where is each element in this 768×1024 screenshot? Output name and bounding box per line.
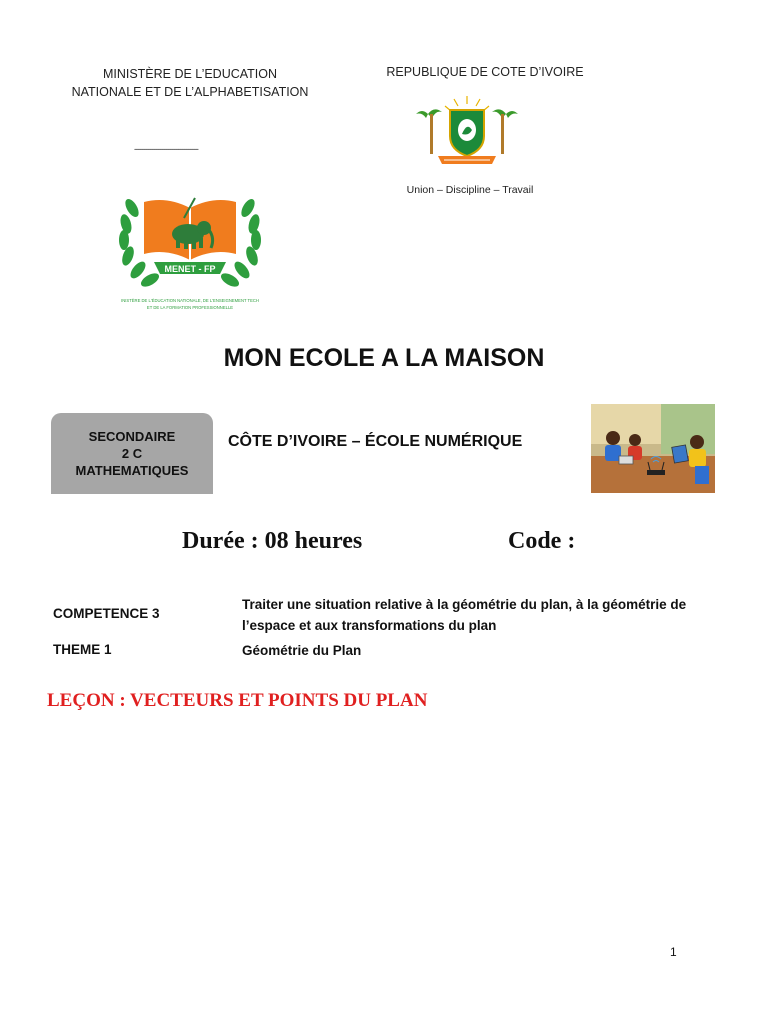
competence-value [242, 594, 686, 636]
code-label: Code : [508, 528, 576, 554]
children-at-computers-illustration [591, 404, 715, 493]
national-motto: Union – Discipline – Travail [406, 184, 534, 196]
separator-line: -------------------------------- [134, 144, 198, 154]
menet-fp-logo [110, 178, 270, 318]
theme-label: THEME 1 [53, 642, 112, 657]
duration-label: Durée : 08 heures [182, 528, 363, 554]
page-number: 1 [670, 945, 677, 959]
level-box [51, 413, 213, 494]
level-line-2: 2 C [121, 446, 143, 461]
menet-caption-line-1: INISTÈRE DE L'ÉDUCATION NATIONALE, DE L'ENSEIGNEMENT TECH [121, 298, 259, 303]
menet-logo-label: MENET - FP [164, 264, 216, 274]
competence-label: COMPETENCE 3 [53, 606, 160, 621]
competence-value-line-1: Traiter une situation relative à la géométrie du plan, à la géométrie de [242, 597, 687, 612]
competence-value-line-2: l’espace et aux transformations du plan [242, 618, 497, 633]
republic-name: REPUBLIQUE DE COTE D’IVOIRE [386, 65, 584, 79]
ministry-line-2: NATIONALE ET DE L’ALPHABETISATION [71, 85, 309, 99]
ministry-line-1: MINISTÈRE DE L’EDUCATION [102, 67, 278, 81]
page-title: MON ECOLE A LA MAISON [223, 344, 545, 372]
ecole-numerique-banner: CÔTE D’IVOIRE – ÉCOLE NUMÉRIQUE [228, 433, 523, 450]
coat-of-arms-emblem [414, 94, 520, 172]
menet-caption-line-2: ET DE LA FORMATION PROFESSIONNELLE [146, 305, 234, 310]
theme-value: Géométrie du Plan [242, 643, 362, 658]
level-line-3: MATHEMATIQUES [75, 463, 189, 478]
ministry-name [40, 65, 340, 101]
level-line-1: SECONDAIRE [88, 429, 176, 444]
lesson-title: LEÇON : VECTEURS ET POINTS DU PLAN [47, 690, 428, 711]
